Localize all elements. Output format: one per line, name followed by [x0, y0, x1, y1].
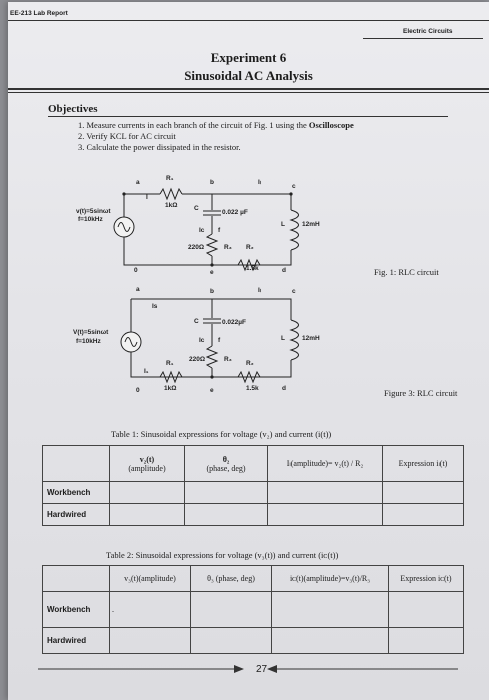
fig3-node-c: c [292, 288, 296, 295]
fig1-node-d: d [282, 267, 286, 274]
fig3-f-label: f [218, 337, 221, 344]
fig1-r3-label: R₃ [224, 244, 232, 251]
table1-cell[interactable] [110, 482, 185, 504]
table2-header-v3: v₃(t)(amplitude) [110, 566, 191, 592]
subject-rule [363, 38, 483, 39]
fig3-circuit-diagram [8, 282, 489, 402]
fig3-node-b: b [210, 288, 214, 295]
lab-report-page [8, 2, 489, 700]
title-rule-2 [8, 92, 489, 93]
table2-header-ic-amplitude: iᴄ(t)(amplitude)=v₃(t)/R₃ [272, 566, 389, 592]
course-header: EE-213 Lab Report [10, 10, 68, 17]
fig1-ic-label: Iᴄ [199, 227, 205, 234]
table2-cell[interactable] [110, 628, 191, 654]
fig3-cap-value: 0.022µF [222, 319, 246, 326]
experiment-topic: Sinusoidal AC Analysis [184, 68, 313, 83]
fig1-node-a: a [136, 179, 140, 186]
table2-cell[interactable] [272, 628, 389, 654]
fig3-cap-label: C [194, 318, 199, 325]
table1-row-label: Workbench [43, 482, 110, 504]
table2-corner-cell [43, 566, 110, 592]
fig3-node-a: a [136, 286, 140, 293]
fig3-inductor-label: L [281, 335, 285, 342]
table1 [42, 445, 464, 526]
header-rule [8, 20, 489, 21]
fig1-r1-value: 1kΩ [165, 202, 178, 209]
table1-cell[interactable] [268, 482, 383, 504]
fig3-i1-label: I₁ [144, 368, 149, 375]
fig1-node-e: e [210, 269, 214, 276]
experiment-title: Experiment 6 [210, 50, 287, 65]
fig1-inductor-label: L [281, 221, 285, 228]
fig3-il-label: Iₗ [258, 287, 261, 294]
fig1-cap-value: 0.022 µF [222, 209, 248, 216]
fig3-node-0: 0 [136, 387, 140, 394]
table2-cell[interactable] [389, 592, 464, 628]
fig1-inductor-value: 12mH [302, 221, 320, 228]
fig1-caption: Fig. 1: RLC circuit [374, 267, 439, 277]
fig1-node-0: 0 [134, 267, 138, 274]
fig3-r1-value: 1kΩ [164, 385, 177, 392]
table1-header-il-expression: Expression iₗ(t) [383, 446, 464, 482]
fig1-f-label: f [218, 227, 221, 234]
table2-cell[interactable] [191, 628, 272, 654]
fig1-r2-label: R₂ [246, 244, 254, 251]
fig3-ic-label: Iᴄ [199, 337, 205, 344]
fig1-source-label: v(t)=5sinωt [76, 208, 111, 215]
table2-cell[interactable] [272, 592, 389, 628]
footer-ornament [38, 657, 458, 679]
objective-1: 1. Measure currents in each branch of the circuit of Fig. 1 using the Oscilloscope [78, 120, 354, 130]
fig1-i-label: I [146, 194, 148, 201]
fig3-node-e: e [210, 387, 214, 394]
fig3-r2-value: 1.5k [246, 385, 259, 392]
table1-header-theta2: θ₂ (phase, deg) [185, 446, 268, 482]
fig3-inductor-value: 12mH [302, 335, 320, 342]
table1-corner-cell [43, 446, 110, 482]
fig1-circuit-diagram [8, 170, 489, 282]
fig3-is-label: Is [152, 303, 158, 310]
page-number: 27 [256, 664, 268, 675]
fig3-r3-label: R₃ [224, 356, 232, 363]
objective-3: 3. Calculate the power dissipated in the resistor. [78, 142, 241, 152]
fig3-r2-label: R₂ [246, 360, 254, 367]
fig1-node-c: c [292, 183, 296, 190]
table2-row-hardwired [43, 628, 464, 654]
table2-row-label: Workbench [43, 592, 110, 628]
fig3-r1-label: R₁ [166, 360, 174, 367]
table1-row-hardwired [43, 504, 464, 526]
objective-2: 2. Verify KCL for AC circuit [78, 131, 176, 141]
table2-header-ic-expression: Expression iᴄ(t) [389, 566, 464, 592]
fig1-il-label: Iₗ [258, 179, 261, 186]
table2 [42, 565, 464, 654]
table2-caption: Table 2: Sinusoidal expressions for voltage (v₃(t)) and current (iᴄ(t)) [106, 550, 339, 560]
fig1-freq-label: f=10kHz [78, 216, 103, 223]
subject-header: Electric Circuits [403, 28, 453, 35]
fig1-r3-value: 220Ω [188, 244, 205, 251]
table1-cell[interactable] [383, 504, 464, 526]
table2-header-row [43, 566, 464, 592]
fig3-r3-value: 220Ω [189, 356, 206, 363]
table1-cell[interactable] [185, 482, 268, 504]
objectives-heading: Objectives [48, 103, 98, 115]
table2-cell[interactable] [389, 628, 464, 654]
fig1-r2-value: 1.5k [246, 265, 259, 272]
fig3-freq-label: f=10kHz [76, 338, 101, 345]
fig1-node-b: b [210, 179, 214, 186]
table1-row-workbench [43, 482, 464, 504]
table1-row-label: Hardwired [43, 504, 110, 526]
table1-caption: Table 1: Sinusoidal expressions for voltage (v₂) and current (i(t)) [111, 429, 332, 439]
table2-header-theta3: θ₃ (phase, deg) [191, 566, 272, 592]
table2-row-workbench [43, 592, 464, 628]
objectives-list [78, 120, 354, 153]
fig1-cap-label: C [194, 205, 199, 212]
fig3-caption: Figure 3: RLC circuit [384, 388, 458, 398]
table2-cell[interactable]: . [110, 592, 191, 628]
objectives-rule [48, 116, 448, 117]
table1-cell[interactable] [185, 504, 268, 526]
table1-cell[interactable] [268, 504, 383, 526]
fig3-source-label: V(t)=5sinωt [73, 329, 109, 336]
table1-cell[interactable] [383, 482, 464, 504]
table2-cell[interactable] [191, 592, 272, 628]
table1-header-row [43, 446, 464, 482]
table1-header-v2: v₂(t) (amplitude) [110, 446, 185, 482]
fig1-r1-label: R₁ [166, 175, 174, 182]
table1-header-il-amplitude: Iₗ(amplitude)= v₂(t) / R₂ [268, 446, 383, 482]
title-rule [8, 88, 489, 90]
fig3-node-d: d [282, 385, 286, 392]
table1-cell[interactable] [110, 504, 185, 526]
table2-row-label: Hardwired [43, 628, 110, 654]
